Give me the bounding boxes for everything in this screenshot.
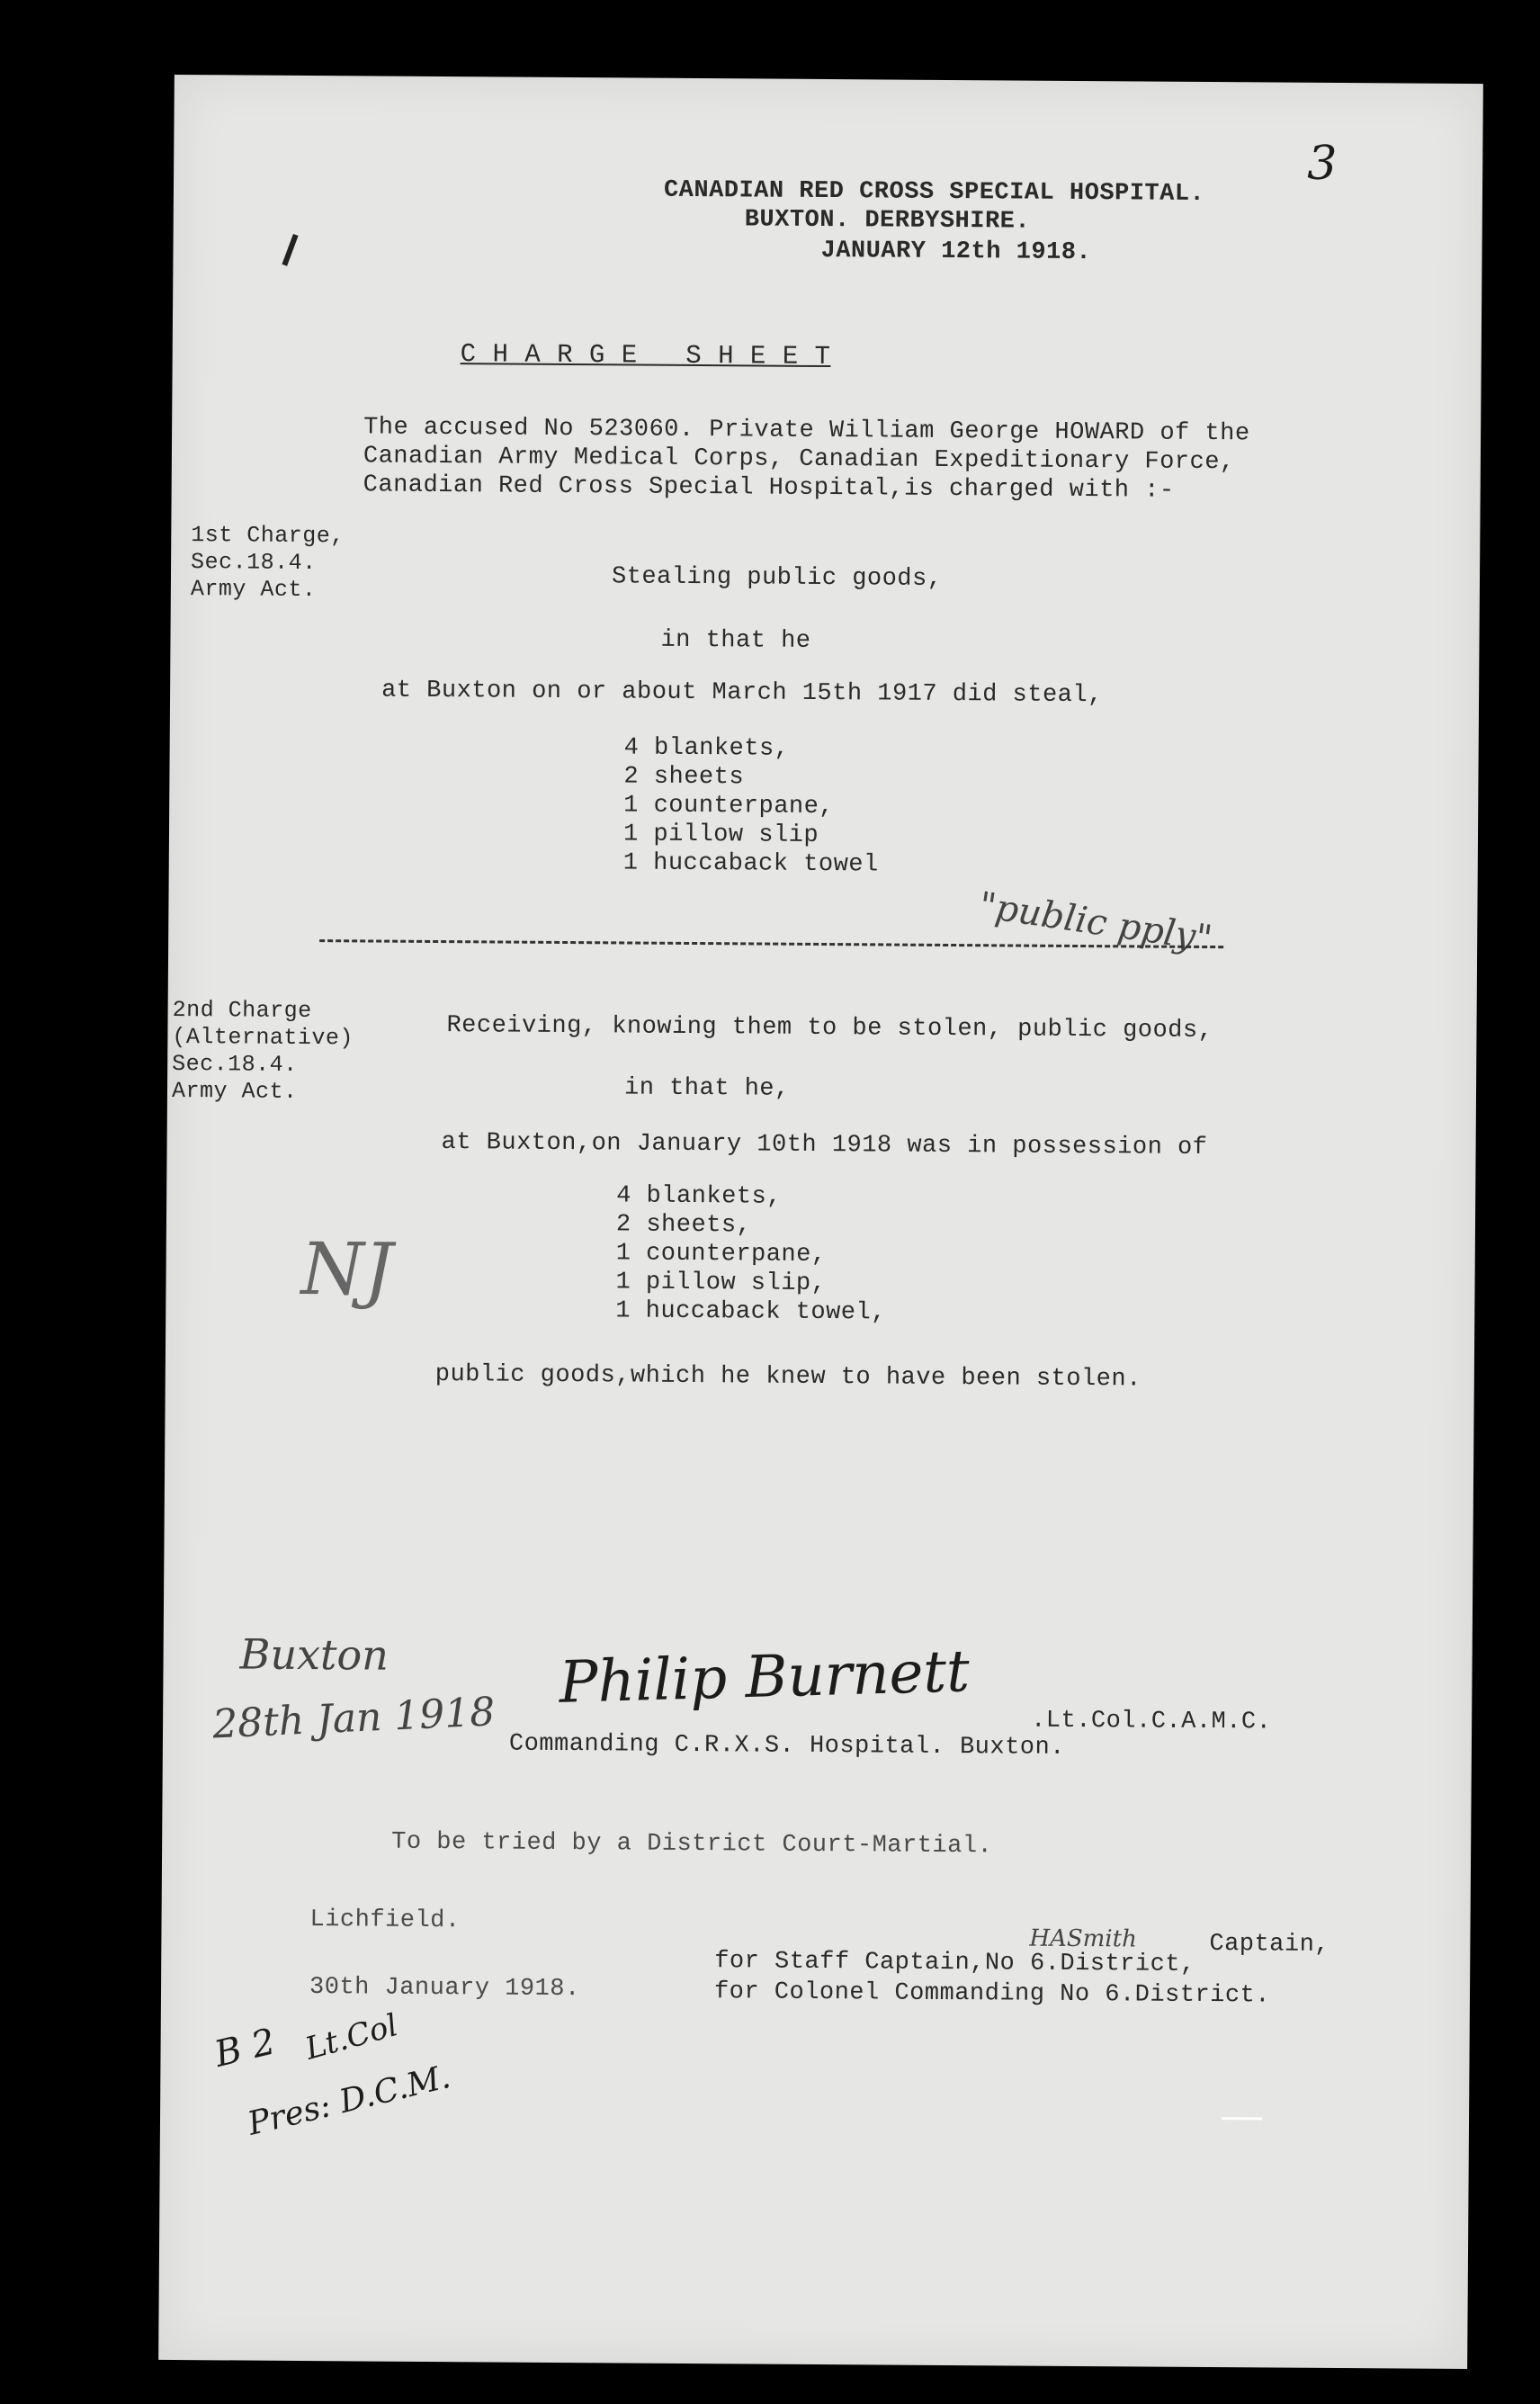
- commanding-officer-signature: Philip Burnett: [558, 1638, 971, 1717]
- charge2-margin-1: 2nd Charge: [172, 996, 312, 1025]
- bottom-note-line3: Pres: D.C.M.: [244, 2058, 454, 2143]
- charge2-item: 1 counterpane,: [615, 1240, 827, 1269]
- page-number: 3: [1307, 136, 1338, 191]
- intro-line1: The accused No 523060. Private William George HOWARD of the: [363, 414, 1250, 448]
- charge2-margin-4: Army Act.: [171, 1077, 298, 1105]
- signature-date: 28th Jan 1918: [211, 1689, 497, 1748]
- captain-title: Captain,: [1209, 1931, 1330, 1959]
- charge2-particulars: at Buxton,on January 10th 1918 was in possession of: [441, 1129, 1208, 1162]
- header-line3: JANUARY 12th 1918.: [820, 237, 1092, 267]
- bottom-note-line1: B 2: [210, 2021, 280, 2076]
- charge1-margin-3: Army Act.: [190, 576, 317, 604]
- commanding-line: Commanding C.R.X.S. Hospital. Buxton.: [508, 1730, 1066, 1762]
- scratch-mark: [1222, 2117, 1262, 2120]
- charge1-margin-1: 1st Charge,: [191, 522, 345, 550]
- charge2-item: 4 blankets,: [616, 1182, 783, 1211]
- charge1-item: 2 sheets: [623, 763, 745, 792]
- charge2-closing: public goods,which he knew to have been stolen.: [434, 1361, 1142, 1394]
- charge2-margin-3: Sec.18.4.: [172, 1050, 298, 1078]
- charge2-offence: Receiving, knowing them to be stolen, public goods,: [446, 1012, 1213, 1045]
- header-line1: CANADIAN RED CROSS SPECIAL HOSPITAL.: [663, 176, 1205, 208]
- header-line2: BUXTON. DERBYSHIRE.: [744, 206, 1031, 236]
- charge2-in-that: in that he,: [623, 1074, 790, 1103]
- charge2-item: 2 sheets,: [615, 1211, 752, 1240]
- charge1-margin-2: Sec.18.4.: [191, 549, 317, 577]
- charge-sheet-title: C H A R G E S H E E T: [460, 339, 831, 372]
- charge1-item: 4 blankets,: [623, 734, 790, 763]
- charge1-item: 1 counterpane,: [623, 792, 835, 821]
- charge2-margin-2: (Alternative): [172, 1023, 354, 1052]
- trial-text: To be tried by a District Court-Martial.: [391, 1828, 993, 1861]
- charge1-particulars: at Buxton on or about March 15th 1917 did steal,: [381, 677, 1103, 710]
- charge1-item: 1 pillow slip: [622, 821, 819, 849]
- staff-captain-signature: HASmith: [1029, 1924, 1137, 1953]
- bottom-note-line2: Lt.Col: [301, 2007, 402, 2068]
- charge2-initials: NJ: [300, 1226, 394, 1312]
- charge1-item: 1 huccaback towel: [622, 849, 879, 879]
- staff-line1: for Staff Captain,No 6.District,: [714, 1948, 1195, 1978]
- staff-line2: for Colonel Commanding No 6.District.: [713, 1978, 1271, 2010]
- document-page: [158, 75, 1483, 2369]
- officer-rank: .Lt.Col.C.A.M.C.: [1031, 1707, 1272, 1736]
- charge2-item: 1 huccaback towel,: [615, 1297, 887, 1327]
- margin-mark: [282, 234, 298, 266]
- charge2-item: 1 pillow slip,: [615, 1269, 827, 1298]
- trial-date: 30th January 1918.: [309, 1974, 580, 2004]
- charge1-offence: Stealing public goods,: [611, 563, 943, 593]
- charge1-in-that: in that he: [660, 626, 811, 655]
- trial-place: Lichfield.: [309, 1906, 461, 1935]
- charge1-handwritten-note: "public pply": [976, 884, 1215, 960]
- intro-line3: Canadian Red Cross Special Hospital,is charged with :-: [363, 471, 1175, 505]
- signature-place: Buxton: [239, 1629, 389, 1680]
- intro-line2: Canadian Army Medical Corps, Canadian Expeditionary Force,: [363, 443, 1235, 477]
